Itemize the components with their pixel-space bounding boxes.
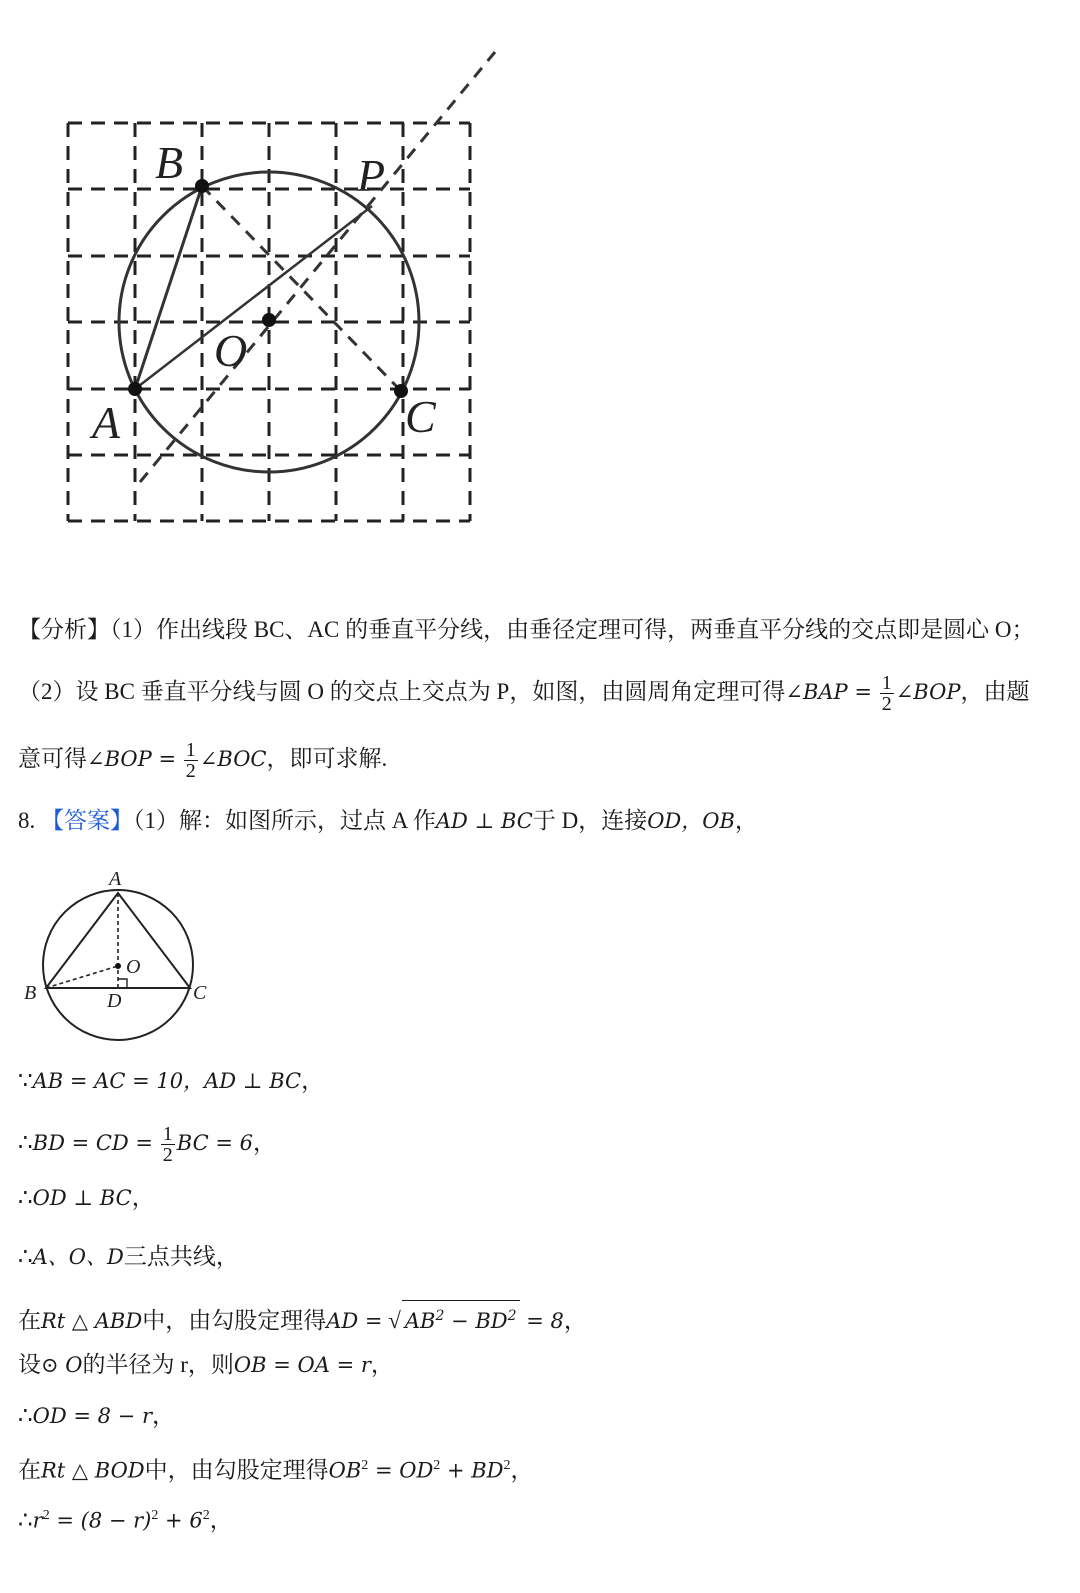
step-punct: ， (253, 1129, 276, 1155)
label-a: A (92, 397, 121, 448)
exponent: 2 (202, 1508, 210, 1523)
step-symbol: ∵ (18, 1068, 33, 1093)
math-angle-bop: ∠BOP (895, 679, 961, 704)
center-o (115, 963, 121, 969)
answer-part: （1）解：如图所示，过点 A 作 (133, 808, 436, 833)
analysis-line-1 (18, 615, 1035, 645)
step-math-b: = (8 − r) (49, 1508, 152, 1533)
analysis-bracket-close: 】 (87, 617, 110, 642)
step-2 (18, 1124, 276, 1165)
exponent: 2 (151, 1508, 159, 1523)
answer-text-2: ， (734, 808, 758, 833)
math-angle-boc: ∠BOC (199, 746, 267, 771)
analysis-bracket-open: 【 (18, 617, 41, 642)
frac-numerator: 1 (185, 739, 196, 761)
step-math-a: Rt △ ABD (41, 1309, 143, 1333)
label-p: P (357, 150, 386, 201)
step-punct: ， (563, 1308, 587, 1333)
step-prefix: 在 (18, 1457, 41, 1483)
step-math-a: BD = CD = (32, 1130, 154, 1155)
step-1 (18, 1066, 324, 1096)
point-o (262, 313, 276, 327)
label-d: D (107, 990, 122, 1012)
step-6 (18, 1350, 394, 1380)
step-text: 三点共线， (123, 1244, 239, 1269)
step-math: OD ⊥ BC (32, 1186, 132, 1210)
exponent: 2 (507, 1308, 517, 1324)
step-math-d: + BD (440, 1458, 504, 1483)
line-ba (135, 186, 202, 389)
step-punct: ， (301, 1068, 325, 1093)
step-symbol: ∴ (18, 1129, 33, 1155)
exponent: 2 (42, 1508, 50, 1523)
radicand-ab: AB (404, 1309, 436, 1333)
step-5: 在Rt △ ABD中，由勾股定理得AD = √ $AB^2 - BD^2 = 8$， (18, 1300, 587, 1336)
answer-label: 【答案】 (41, 808, 133, 833)
label-b: B (24, 982, 37, 1004)
step-text: 的半径为 r，则 (82, 1352, 234, 1377)
step-math: OD = 8 − r (32, 1404, 152, 1428)
step-text: 中，由勾股定理得 (142, 1308, 327, 1333)
exponent: 2 (361, 1458, 369, 1473)
step-text: 中，由勾股定理得 (144, 1457, 329, 1483)
analysis-text-2: （2）设 BC 垂直平分线与圆 O 的交点上交点为 P，如图，由圆周角定理可得 (18, 678, 786, 704)
answer-text-1: 于 D，连接 (532, 808, 648, 833)
exponent: 2 (435, 1308, 445, 1324)
segment-ob (46, 966, 118, 988)
point-a (128, 382, 142, 396)
step-9 (18, 1501, 233, 1536)
radicand-bd: − BD (444, 1309, 508, 1333)
step-punct: ， (370, 1352, 394, 1377)
step-prefix: 在 (18, 1308, 41, 1333)
step-math-b: OB (328, 1458, 362, 1483)
step-3 (18, 1183, 155, 1213)
analysis-text-3: 意可得 (18, 745, 87, 771)
step-math-a: ⊙ O (41, 1353, 83, 1377)
math-angle-bop-2: ∠BOP = (87, 746, 177, 771)
right-angle-mark (118, 979, 127, 988)
step-symbol: ∴ (18, 1507, 33, 1533)
frac-numerator: 1 (881, 672, 892, 694)
step-4 (18, 1242, 239, 1272)
fraction-half-2 (184, 740, 198, 781)
step-punct: ， (131, 1185, 155, 1210)
frac-numerator: 1 (162, 1123, 173, 1145)
label-a: A (109, 868, 122, 890)
step-math-a: Rt △ BOD (41, 1458, 145, 1483)
fraction-half (880, 673, 894, 714)
analysis-text-1: （1）作出线段 BC、AC 的垂直平分线，由垂径定理可得，两垂直平分线的交点即是圆心 O； (110, 617, 1035, 642)
step-prefix: 设 (18, 1352, 41, 1377)
frac-denominator: 2 (185, 760, 196, 782)
analysis-text-2b: ，由题 (960, 678, 1030, 704)
step-symbol: ∴ (18, 1403, 33, 1428)
exponent: 2 (503, 1458, 511, 1473)
step-punct: ， (152, 1403, 175, 1428)
sqrt-radicand (402, 1300, 520, 1336)
label-c: C (405, 391, 436, 442)
step-symbol: ∴ (18, 1185, 33, 1210)
exponent: 2 (433, 1458, 441, 1473)
answer-line (18, 806, 758, 836)
perp-bisector-ac (140, 52, 495, 482)
step-punct: ， (510, 1457, 534, 1483)
step-7 (18, 1401, 175, 1431)
label-o: O (126, 956, 141, 978)
frac-denominator: 2 (881, 693, 892, 715)
step-math-b: OB = OA = r (233, 1353, 371, 1377)
step-math-c: = 8 (519, 1309, 564, 1333)
step-symbol: ∴ (18, 1244, 33, 1269)
step-math: A、O、D (32, 1245, 124, 1269)
question-number: 8. (18, 808, 36, 833)
math-angle-bap: ∠BAP = (785, 679, 872, 704)
step-math-c: + 6 (158, 1508, 203, 1533)
label-b: B (155, 137, 184, 188)
triangle-circle-figure (0, 860, 240, 1050)
analysis-line-3 (18, 740, 387, 781)
step-math: AB = AC = 10，AD ⊥ BC (32, 1069, 302, 1093)
label-o: O (214, 325, 248, 376)
step-math-a: r (32, 1508, 43, 1533)
math-ad-perp-bc: AD ⊥ BC (435, 809, 533, 833)
analysis-title: 分析 (41, 617, 87, 642)
step-math-b: AD = (326, 1309, 383, 1333)
frac-denominator: 2 (162, 1144, 173, 1166)
grid-circle-figure (0, 0, 560, 560)
point-b (195, 179, 209, 193)
label-c: C (193, 982, 207, 1004)
step-math-b: BC = 6 (176, 1130, 253, 1155)
step-math-c: = OD (368, 1458, 434, 1483)
math-od-ob: OD，OB (647, 809, 735, 833)
step-punct: ， (209, 1507, 233, 1533)
analysis-line-2 (18, 673, 1029, 714)
fraction-half-3 (161, 1124, 175, 1165)
step-8 (18, 1451, 534, 1486)
analysis-text-3b: ，即可求解. (266, 745, 388, 771)
